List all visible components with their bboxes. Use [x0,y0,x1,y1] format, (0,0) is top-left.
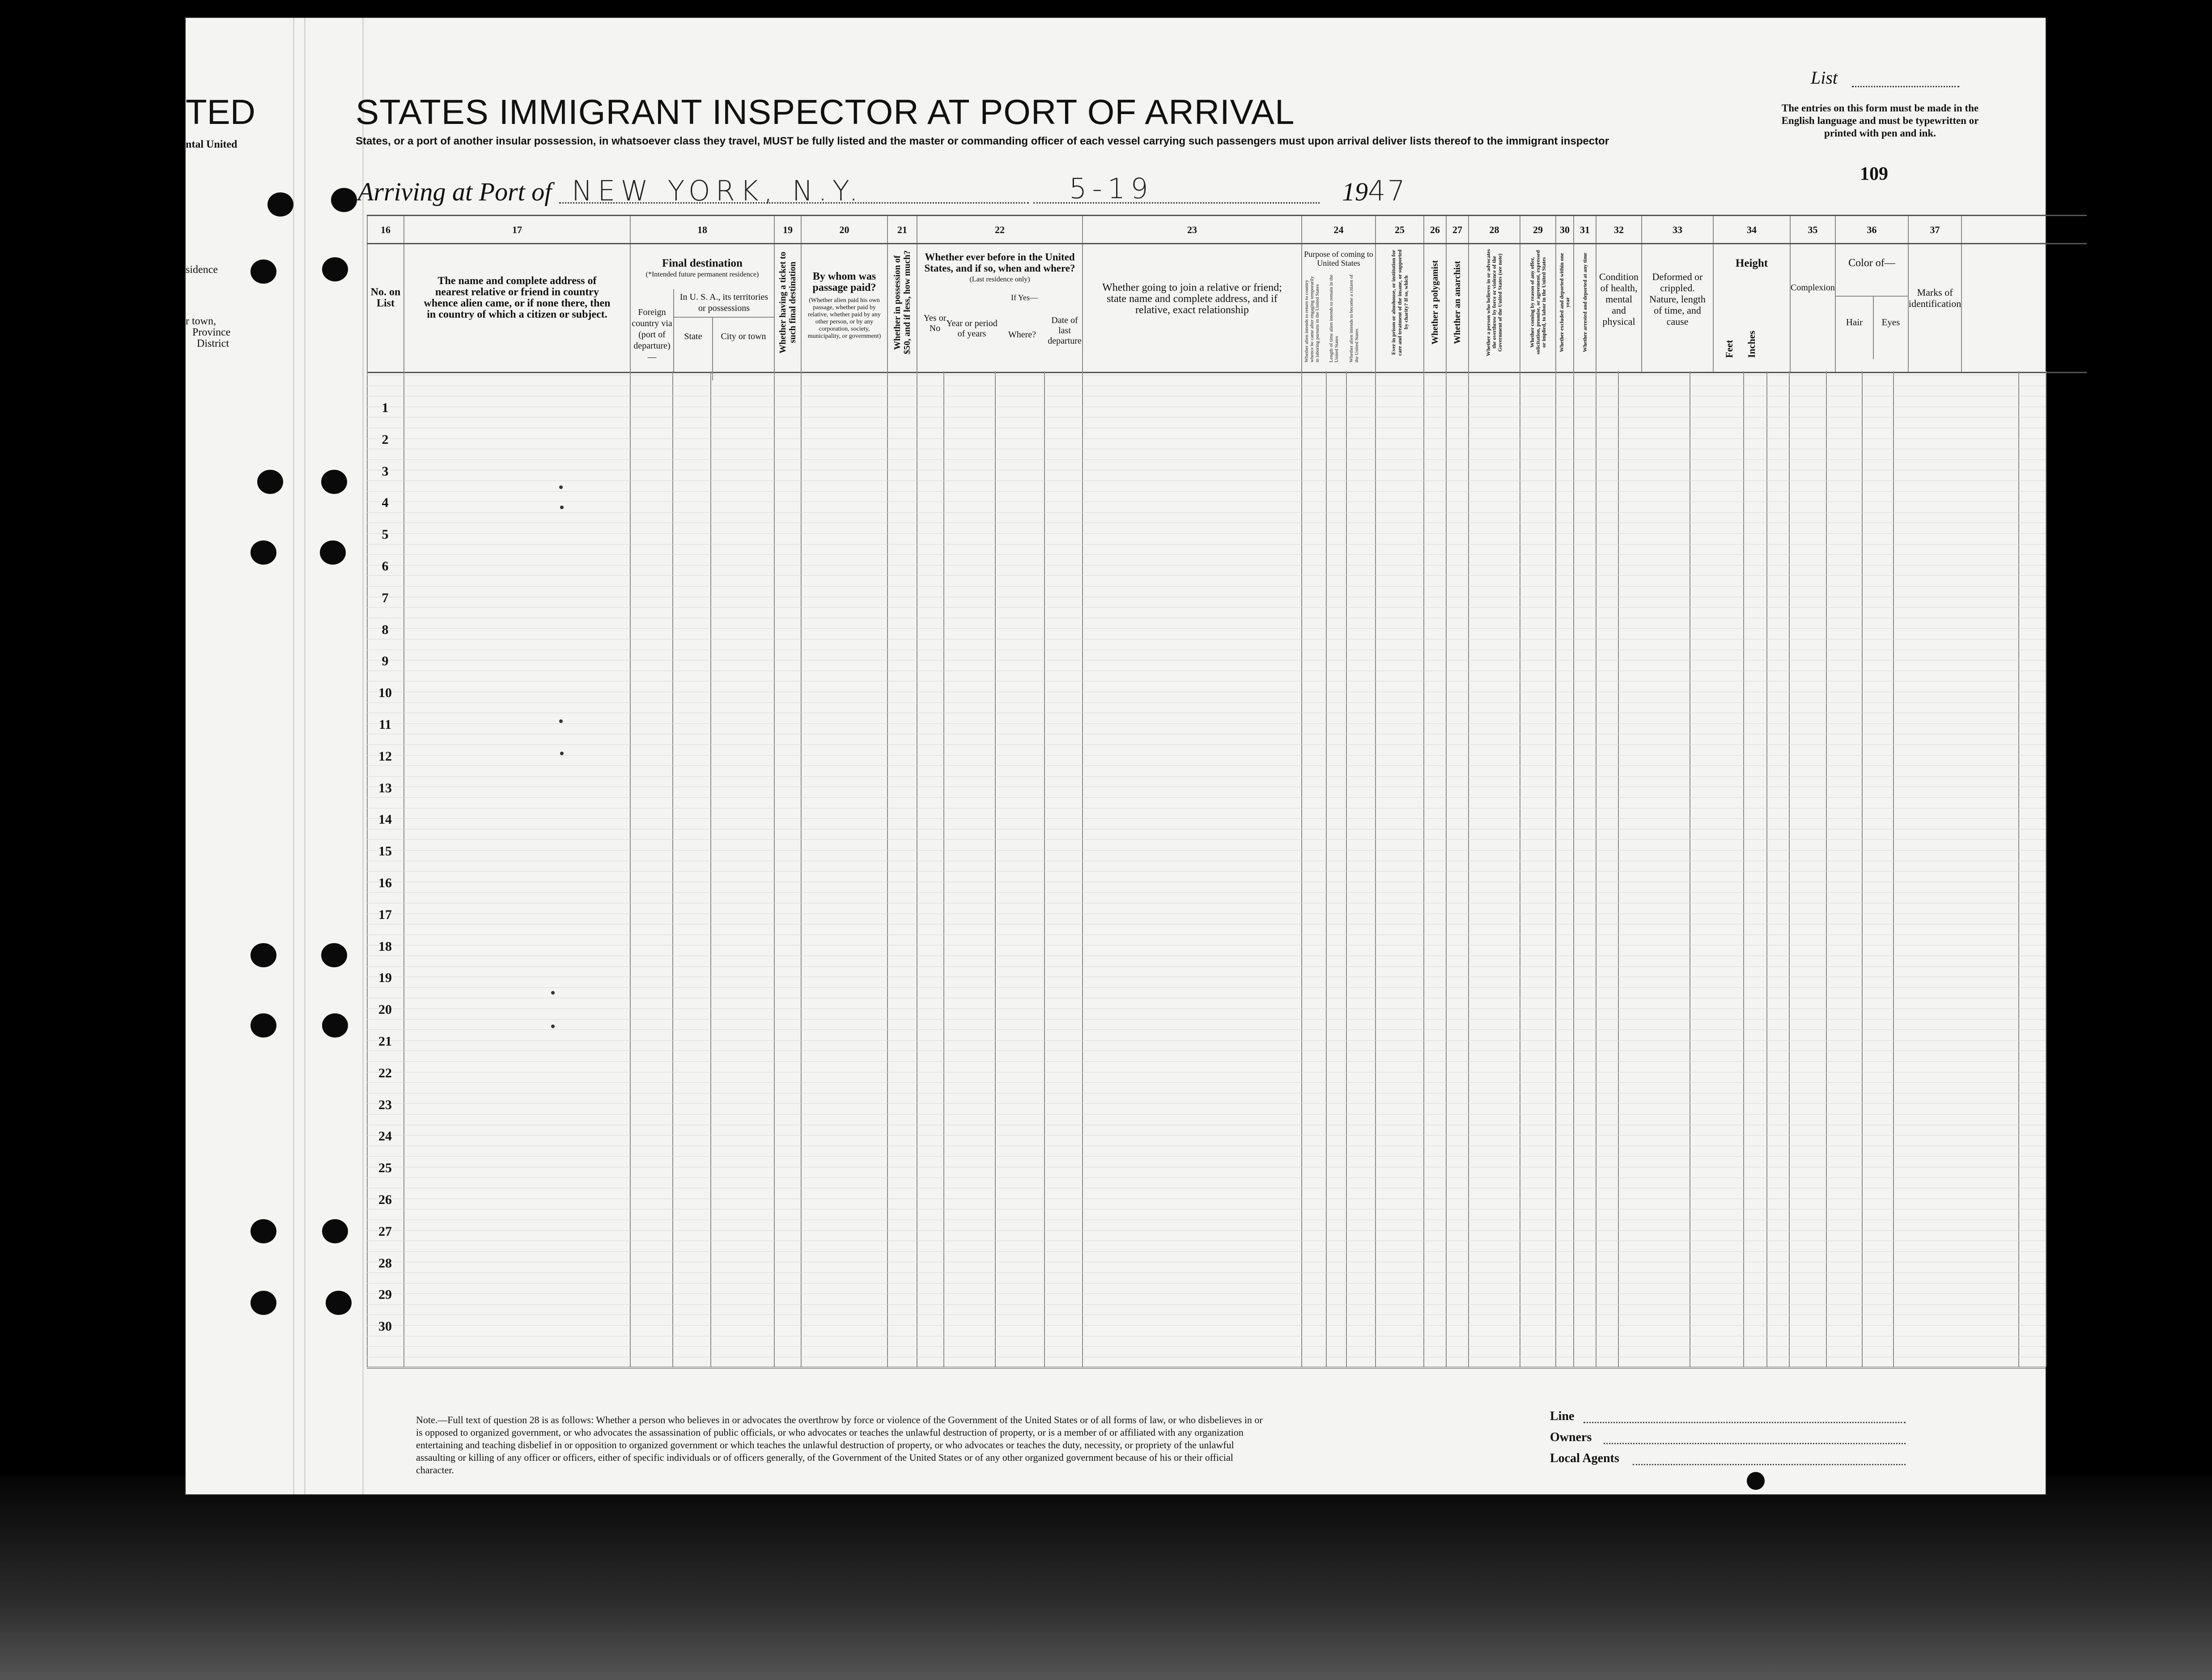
column-rule [1346,371,1347,1367]
province-fragment: Province [192,327,231,338]
colnum-16: 16 [367,216,404,244]
header-marks [1908,244,1962,373]
year-handwritten: 47 [1368,174,1407,207]
if-yes-label: If Yes— [1010,293,1038,302]
town-fragment: r town, [186,315,216,327]
colnum-32: 32 [1596,216,1642,244]
column-rule [1555,371,1556,1367]
column-rule [1082,371,1083,1367]
colnum-35: 35 [1790,216,1835,244]
row-number: 14 [378,812,392,827]
ruled-line [367,723,2046,724]
ruled-line [367,1325,2046,1326]
colnum-20: 20 [801,216,887,244]
column-rule [1893,371,1894,1367]
colnum-22: 22 [917,216,1083,244]
where-label: Where? [1008,330,1036,340]
purpose-a-label: Whether alien intends to return to country whence he came after engaging temporarily in laboring pursuits in the United States [1304,276,1320,362]
colnum-31: 31 [1574,216,1596,244]
instruction-line: States, or a port of another insular possession, in whatsoever class they travel, MUST be fully listed and the master or commanding officer of each vessel carrying such passengers must upon arrival deliver lists thereof to the immigrant inspector [356,135,1609,147]
year-prefix: 19 [1342,177,1368,206]
header-color [1835,244,1908,373]
fold-line [304,18,306,1494]
district-fragment: District [197,338,229,349]
ruled-line [367,1135,2046,1136]
blank-column [1962,216,2087,244]
entries-note: The entries on this form must be made in the English language and must be typewritten or printed with pen and ink. [1781,102,1979,139]
binding-hole [250,943,276,967]
ruled-line [367,533,2046,534]
binding-hole [326,1291,352,1315]
header-ever-before [917,244,1083,373]
ruled-line [367,586,2046,587]
column-rule [774,371,775,1367]
column-rule [1766,371,1767,1367]
ruled-line [367,966,2046,967]
row-number: 5 [382,527,389,542]
left-subline-fragment: ntal United [186,139,238,150]
ruled-line [367,512,2046,513]
state-label: State [684,332,702,341]
row-number: 1 [382,400,389,415]
polygamist-label: Whether a polygamist [1430,260,1440,345]
row-number: 20 [378,1002,392,1017]
row-number: 9 [382,654,389,669]
no-on-list-label: No. on List [370,286,401,309]
colnum-19: 19 [774,216,801,244]
column-rule [1044,371,1045,1367]
binding-hole [321,943,347,967]
row-number: 10 [378,685,392,701]
ruled-line [367,892,2046,893]
date-departure-label: Date of last departure [1048,315,1082,346]
binding-hole [250,1291,276,1315]
row-number: 13 [378,780,392,795]
ruled-line [367,797,2046,798]
row-number: 25 [378,1161,392,1176]
final-destination-sub: (*Intended future permanent residence) [645,271,759,278]
row-number: 4 [382,495,389,510]
row-number: 16 [378,876,392,890]
column-rule [710,371,711,1367]
header-deformed [1642,244,1713,373]
header-deported [1574,244,1596,373]
arriving-label: Arriving at Port of [358,177,552,206]
ruled-line [367,839,2046,840]
row-number: 18 [378,939,392,954]
residence-fragment: sidence [186,264,218,276]
header-complexion [1790,244,1835,373]
row-number: 8 [382,622,389,637]
column-rule [403,371,404,1367]
ruled-line [367,628,2046,629]
binding-hole [322,1219,348,1243]
column-rule [1446,371,1447,1367]
ruled-line [367,1230,2046,1231]
complexion-label: Complexion [1791,283,1835,293]
colnum-21: 21 [887,216,917,244]
row-number: 11 [378,717,392,732]
ruled-line [367,1019,2046,1020]
deported-label: Whether arrested and deported at any time [1581,252,1588,353]
header-anarchist [1446,244,1469,373]
nearest-relative-label: The name and complete address of nearest relative or friend in country whence alien came, or if none there, then in country of which a citizen or subject. [424,275,611,320]
excluded-label: Whether excluded and deported within one year [1558,253,1571,352]
ruled-line [367,1314,2046,1315]
binding-hole [250,540,276,565]
labor-offer-label: Whether coming by reason of any offer, solicitation, promise, or agreement, expressed or implied, to labor in the United States [1528,250,1547,355]
binding-hole [321,470,347,494]
ruled-line [367,1061,2046,1062]
header-labor-offer [1520,244,1556,373]
column-rule [367,371,368,1367]
binding-hole [250,1013,276,1038]
binding-hole [250,259,276,284]
column-rule [672,371,673,1367]
column-rule [1375,371,1376,1367]
page-number: 109 [1860,164,1888,184]
column-rule [1326,371,1327,1367]
binding-hole [331,188,357,212]
anarchist-label: Whether an anarchist [1452,261,1462,344]
overthrow-label: Whether a person who believes in or advocates the overthrow by force or violence of the Government of the United States (see note) [1485,249,1503,356]
colnum-37: 37 [1908,216,1962,244]
scanner-background [0,1476,2212,1680]
table-bottom-rule [367,1367,2046,1369]
eyes-label: Eyes [1873,297,1908,359]
passage-paid-label: By whom was passage paid? [812,271,876,293]
colnum-36: 36 [1835,216,1908,244]
question-28-note: Note.—Full text of question 28 is as follows: Whether a person who believes in or advocates the overthrow by force or violence of the Government of the United States or of all forms of law, or who disbelieves in or is opposed to organized government, or who advocates the assassination of public officials, or who advocates or teaches the unlawful destruction of property, or is a member of or affiliated with any organization entertaining and teaching disbelief in or opposition to organized government or which teaches the unlawful destruction of property, or who advocates or teaches the duty, necessity, or propriety of the unlawful assaulting or killing of any officer or officers, either of specific individuals or of officers generally, of the Government of the United States or of any other organized government because of his or their official character. [416,1414,1263,1476]
row-number: 22 [378,1065,392,1080]
ever-before-sub: (Last residence only) [969,276,1030,283]
header-health [1596,244,1642,373]
ruled-line [367,776,2046,777]
deformed-label: Deformed or crippled. Nature, length of time, and cause [1649,271,1706,327]
column-rule [1789,371,1790,1367]
ruled-line [367,575,2046,576]
binding-hole [267,192,293,217]
row-number: 12 [378,749,392,764]
row-number: 28 [378,1255,392,1271]
binding-hole [320,540,346,565]
ruled-line [367,459,2046,460]
column-rule [1743,371,1744,1367]
header-final-destination [630,244,774,373]
header-passage-paid [801,244,887,373]
color-label: Color of— [1848,257,1895,269]
row-number: 6 [382,559,389,574]
header-no-on-list [367,244,404,373]
purpose-label: Purpose of coming to United States [1304,250,1373,268]
ruled-line [367,1251,2046,1252]
column-rule [1468,371,1469,1367]
ruled-line [367,1304,2046,1305]
row-number: 2 [382,432,389,447]
row-number: 17 [378,907,392,922]
row-number: 27 [378,1224,392,1239]
join-relative-label: Whether going to join a relative or friend; state name and complete address, and if relative, exact relationship [1102,282,1282,316]
port-handwritten: NEW YORK, N.Y. [571,174,863,207]
ruled-line [367,850,2046,851]
ever-before-label: Whether ever before in the United States, and if so, when and where? [924,251,1075,274]
date-underline [1033,202,1320,204]
local-agents-label: Local Agents [1550,1451,1619,1465]
header-ticket [774,244,801,373]
colnum-18: 18 [630,216,774,244]
purpose-b-label: Length of time alien intends to remain in the United States [1329,274,1339,362]
inches-label: Inches [1746,330,1757,358]
row-number: 7 [382,590,389,605]
final-destination-label: Final destination [662,257,743,269]
date-handwritten: 5-19 [1069,172,1154,205]
row-number: 30 [378,1319,392,1334]
row-number: 19 [378,970,392,986]
owners-field[interactable] [1604,1443,1906,1444]
marks-label: Marks of identification [1908,287,1962,309]
ruled-line [367,744,2046,745]
passage-paid-sub: (Whether alien paid his own passage, whether paid by relative, whether paid by any other person, or by any corporation, society, municipality, or government) [807,297,881,340]
ruled-line [367,438,2046,439]
binding-hole [250,1219,276,1243]
column-rule [1301,371,1302,1367]
ticket-label: Whether having a ticket to such final destination [778,251,798,353]
ruled-line [367,607,2046,608]
column-rule [1618,371,1619,1367]
foreign-country-label: Foreign country via (port of departure)— [632,307,672,362]
ruled-line [367,1283,2046,1284]
prison-label: Ever in prison or almshouse, or institution for care and treatment of the insane, or supported by charity? If so, which [1390,249,1409,356]
height-label: Height [1735,257,1768,269]
header-overthrow [1469,244,1520,373]
ruled-line [367,818,2046,819]
header-prison [1376,244,1424,373]
ruled-line [367,1293,2046,1294]
fold-line [293,18,294,1494]
header-polygamist [1424,244,1446,373]
ruled-line [367,491,2046,492]
column-rule [630,371,631,1367]
usa-label: In U. S. A., its territories or possessions [674,289,774,318]
purpose-c-label: Whether alien intends to become a citizen of the United States [1349,274,1359,362]
ruled-line [367,702,2046,703]
manifest-table [367,215,2136,373]
left-title-fragment: TED [186,92,255,132]
colnum-23: 23 [1083,216,1302,244]
local-agents-field[interactable] [1633,1464,1906,1465]
colnum-28: 28 [1469,216,1520,244]
list-underline [1852,86,1959,87]
colnum-34: 34 [1713,216,1790,244]
column-rule [887,371,888,1367]
ruled-line [367,1040,2046,1041]
hair-label: Hair [1846,317,1863,327]
ruled-line [367,1008,2046,1009]
header-nearest-relative [404,244,630,373]
yes-no-label: Yes or No [923,313,947,333]
row-number: 21 [378,1034,392,1049]
binding-hole [1747,1472,1765,1490]
colnum-29: 29 [1520,216,1556,244]
manifest-rows [367,371,2046,1367]
row-number: 29 [378,1287,392,1302]
binding-hole [322,257,348,281]
row-number: 15 [378,844,392,859]
colnum-27: 27 [1446,216,1469,244]
colnum-30: 30 [1556,216,1574,244]
ruled-line [367,1346,2046,1347]
row-number: 24 [378,1129,392,1144]
ruled-line [367,1156,2046,1157]
line-field[interactable] [1584,1422,1906,1423]
column-rule [1423,371,1424,1367]
header-money [887,244,917,373]
year-line [1342,174,1407,207]
ruled-line [367,1029,2046,1030]
column-rule [1826,371,1827,1367]
colnum-33: 33 [1642,216,1713,244]
column-rule [943,371,944,1367]
row-number: 26 [378,1192,392,1207]
ruled-line [367,755,2046,756]
ruled-line [367,1103,2046,1104]
column-rule [1862,371,1863,1367]
row-number: 3 [382,464,389,479]
binding-hole [257,470,283,494]
row-number: 23 [378,1097,392,1112]
health-label: Condition of health, mental and physical [1599,271,1639,327]
period-label: Year or period of years [946,319,998,339]
colnum-25: 25 [1376,216,1424,244]
column-rule [1573,371,1574,1367]
feet-label: Feet [1724,340,1735,358]
ruled-line [367,1082,2046,1083]
header-excluded [1556,244,1574,373]
colnum-24: 24 [1302,216,1376,244]
port-underline [559,202,1029,204]
colnum-26: 26 [1424,216,1446,244]
ruled-line [367,565,2046,566]
column-rule [995,371,996,1367]
colnum-17: 17 [404,216,630,244]
ruled-line [367,987,2046,988]
fold-line [362,18,364,1494]
page-title: STATES IMMIGRANT INSPECTOR AT PORT OF ARRIVAL [356,92,1295,132]
city-label: City or town [712,318,774,380]
ruled-line [367,1272,2046,1273]
column-rule [801,371,802,1367]
owners-label: Owners [1550,1430,1592,1444]
money-label: Whether in possession of $50, and if less, how much? [892,250,912,355]
ruled-line [367,871,2046,872]
header-join-relative [1083,244,1302,373]
line-label: Line [1550,1409,1575,1423]
list-label: List [1811,68,1838,88]
header-blank [1962,244,2087,373]
binding-hole [322,1013,348,1038]
column-rule [2018,371,2019,1367]
ruled-line [367,554,2046,555]
